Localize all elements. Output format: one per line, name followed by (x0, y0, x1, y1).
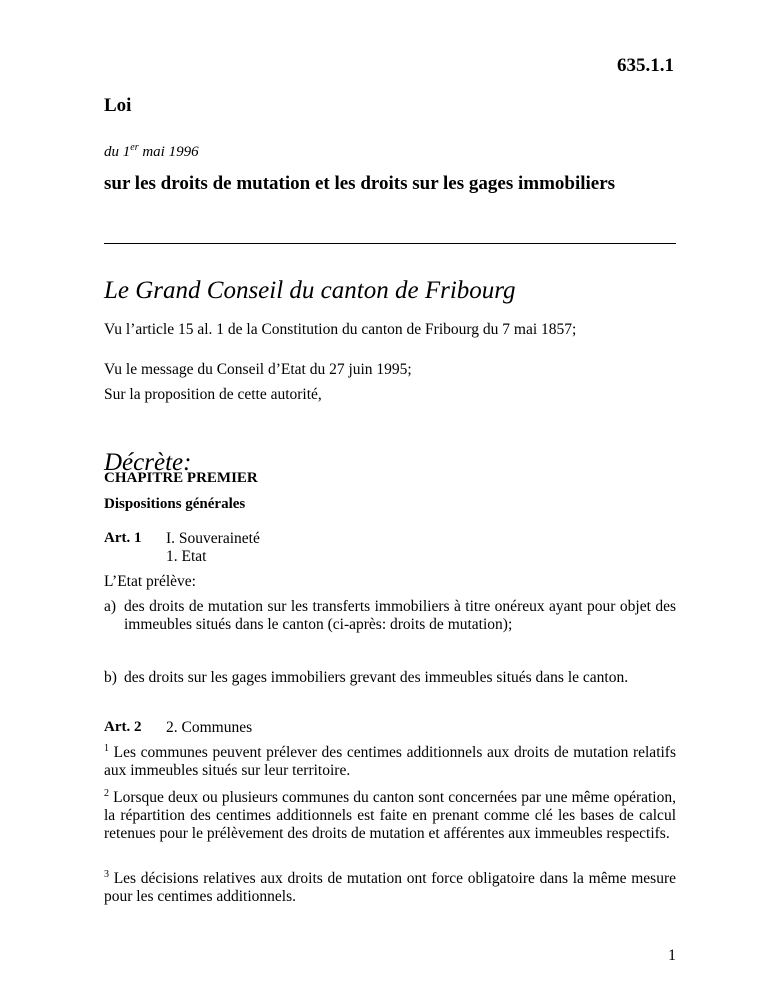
paragraph-text: Les communes peuvent prélever des centimes additionnels aux droits de mutation relatifs aux immeubles situés sur leur territoire. (104, 744, 676, 780)
article-2-label: Art. 2 (104, 719, 142, 735)
page-number: 1 (668, 947, 676, 964)
paragraph-number: 3 (104, 869, 109, 880)
list-marker: b) (104, 669, 117, 686)
article-1-note-line2: 1. Etat (166, 548, 207, 565)
decree-heading: Décrète: (104, 449, 192, 476)
article-1-intro: L’Etat prélève: (104, 573, 196, 590)
list-marker: a) (104, 598, 117, 615)
list-item-text: des droits de mutation sur les transferts immobiliers à titre onéreux ayant pour objet des immeubles situés dans le canton (ci-après: droits de mutation); (124, 598, 676, 633)
article-2-paragraph-1 (104, 740, 676, 780)
article-1-item-b (104, 669, 676, 687)
article-1-label: Art. 1 (104, 530, 142, 546)
council-heading: Le Grand Conseil du canton de Fribourg (104, 277, 516, 304)
title-divider (104, 243, 676, 244)
law-date (104, 142, 199, 161)
law-title: Loi (104, 95, 132, 116)
law-subject: sur les droits de mutation et les droits sur les gages immobiliers (104, 173, 616, 194)
date-superscript: er (130, 142, 139, 153)
article-2-paragraph-3 (104, 866, 676, 906)
paragraph-number: 2 (104, 788, 109, 799)
preamble-proposition: Sur la proposition de cette autorité, (104, 386, 322, 403)
paragraph-text: Les décisions relatives aux droits de mutation ont force obligatoire dans la même mesure pour les centimes additionnels. (104, 870, 676, 906)
section-title: Dispositions générales (104, 496, 246, 512)
article-1-item-a (104, 598, 676, 634)
article-1-note-line1: I. Souveraineté (166, 530, 260, 547)
paragraph-text: Lorsque deux ou plusieurs communes du canton sont concernées par une même opération, la répartition des centimes additionnels est faite en prenant comme clé les bases de calcul retenues pour le prélèvement des droits de mutation et afférentes aux immeubles respectifs. (104, 789, 676, 843)
date-prefix: du 1 (104, 144, 131, 160)
date-suffix: mai 1996 (138, 144, 199, 160)
preamble-vu-message: Vu le message du Conseil d’Etat du 27 juin 1995; (104, 361, 412, 378)
article-1-note (166, 530, 260, 566)
paragraph-number: 1 (104, 743, 109, 754)
chapter-title: CHAPITRE PREMIER (104, 470, 258, 486)
document-number: 635.1.1 (617, 55, 674, 76)
list-item-text: des droits sur les gages immobiliers grevant des immeubles situés dans le canton. (124, 669, 629, 686)
preamble-vu-constitution: Vu l’article 15 al. 1 de la Constitution du canton de Fribourg du 7 mai 1857; (104, 321, 577, 338)
article-2-paragraph-2 (104, 785, 676, 843)
article-2-note: 2. Communes (166, 719, 253, 736)
